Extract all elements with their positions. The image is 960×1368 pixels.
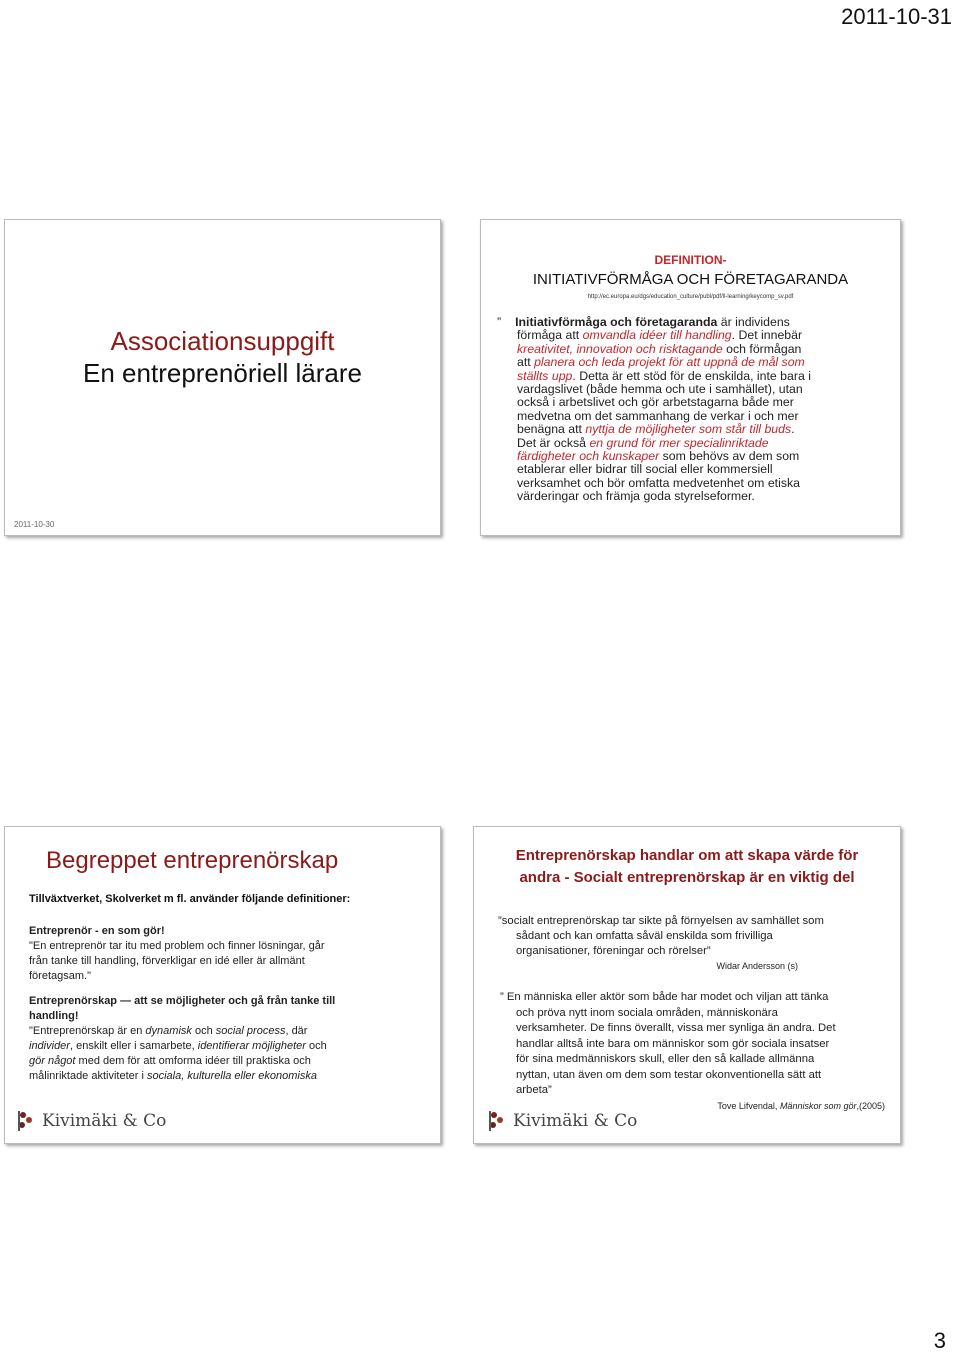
slide1-title-line1: Associationsuppgift bbox=[110, 326, 335, 356]
term-entreprenor: Entreprenör - en som gör! bbox=[29, 925, 165, 937]
slide3-body: Entreprenör - en som gör! "En entreprenör tar itu med problem och finner lösningar, går från tanke till handling, förverkligar en idé eller är allmänt företagsam." Entreprenörskap — att se möjligheter och gå från tanke till handling! "Entreprenörskap är en dynamisk och social process, där individer, enskilt eller i samarbete, identifierar möjligheter och gör något med dem för att omforma idéer till praktiska och målinriktade aktiviteter i sociala, kulturella eller ekonomiska bbox=[29, 924, 434, 1084]
source-url: http://ec.europa.eu/dgs/education_culture/publ/pdf/ll-learning/keycomp_sv.pdf bbox=[587, 294, 794, 300]
highlight: omvandla idéer till handling bbox=[582, 328, 732, 343]
slide3-intro: Tillväxtverket, Skolverket m fl. använder följande definitioner: bbox=[29, 893, 351, 905]
body-line: ” Initiativförmåga och företagaranda är individens bbox=[497, 315, 790, 329]
highlight: planera och leda projekt för att uppnå de mål som bbox=[534, 355, 805, 370]
slide4-title-l1: Entreprenörskap handlar om att skapa värde för bbox=[515, 847, 859, 864]
body-text: förmåga att omvandla idéer till handling. Det innebär kreativitet, innovation och risktagande och förmågan att planera och leda projekt för att uppnå de mål som ställts upp. Detta är ett stöd för de enskilda, inte bara i vardagslivet (både hemma och ute i samhället), utan också i arbetslivet och gör arbetstagarna både mer medvetna om det sammanhang de verkar i och mer benägna att nyttja de möjligheter som står till buds. Det är också en grund för mer specialinriktade färdigheter och kunskaper som behövs av dem som etablerar eller bidrar till social eller kommersiell verksamhet och bör omfatta medvetenhet om etiska värderingar och främja goda styrelseformer. bbox=[517, 328, 811, 504]
quote-mark: ” bbox=[497, 315, 502, 329]
highlight: nyttja de möjligheter som står till buds bbox=[585, 422, 792, 437]
logo-icon bbox=[15, 1109, 37, 1133]
term-entreprenorskap: Entreprenörskap — att se möjligheter och gå från tanke till bbox=[29, 995, 336, 1007]
slide-definition bbox=[480, 219, 901, 536]
kivimaki-logo bbox=[486, 1109, 637, 1133]
highlight: en grund för mer specialinriktade bbox=[589, 435, 769, 450]
logo-text: Kivimäki & Co bbox=[42, 1111, 167, 1131]
page-date: 2011-10-31 bbox=[841, 4, 952, 29]
kivimaki-logo bbox=[15, 1109, 166, 1133]
definition-label: DEFINITION- bbox=[654, 253, 727, 267]
slide1-title-line2: En entreprenöriell lärare bbox=[83, 358, 362, 388]
quote-attribution: Widar Andersson (s) bbox=[716, 961, 798, 971]
slide-title bbox=[4, 219, 441, 536]
highlight: kreativitet, innovation och risktagande bbox=[517, 341, 723, 356]
slide4-title-l2: andra - Socialt entreprenörskap är en viktig del bbox=[519, 869, 855, 886]
slide-socialt bbox=[473, 826, 901, 1144]
definition-heading: INITIATIVFÖRMÅGA OCH FÖRETAGARANDA bbox=[532, 271, 849, 288]
slide-begreppet bbox=[4, 826, 441, 1144]
quote-1: ”socialt entreprenörskap tar sikte på förnyelsen av samhället som sådant och kan omfatta såväl enskilda som frivilliga organisationer, föreningar och rörelser” Widar Andersson (s) bbox=[498, 914, 893, 974]
quote-attribution: Tove Lifvendal, Människor som gör,(2005) bbox=[717, 1100, 885, 1111]
highlight: ställts upp bbox=[517, 368, 573, 383]
term: Initiativförmåga och företagaranda bbox=[515, 315, 718, 329]
slide1-date: 2011-10-30 bbox=[14, 520, 55, 529]
definition-body bbox=[497, 316, 897, 504]
page-number: 3 bbox=[933, 1328, 946, 1353]
highlight: färdigheter och kunskaper bbox=[517, 449, 660, 464]
quote-2: ” En människa eller aktör som både har modet och viljan att tänka och pröva nytt inom sociala områden, människonära verksamheter. De finns överallt, vissa mer synliga än andra. Det handlar alltså inte bara om människor som gör sociala insatser för sina medmänniskors skull, eller den så kallade allmänna nyttan, utan även om dem som testar okonventionella sätt att arbeta” Tove Lifvendal, Människor som gör,(2005) bbox=[500, 990, 895, 1114]
slide3-title: Begreppet entreprenörskap bbox=[46, 847, 339, 874]
logo-icon bbox=[486, 1109, 508, 1133]
logo-text: Kivimäki & Co bbox=[513, 1111, 638, 1131]
